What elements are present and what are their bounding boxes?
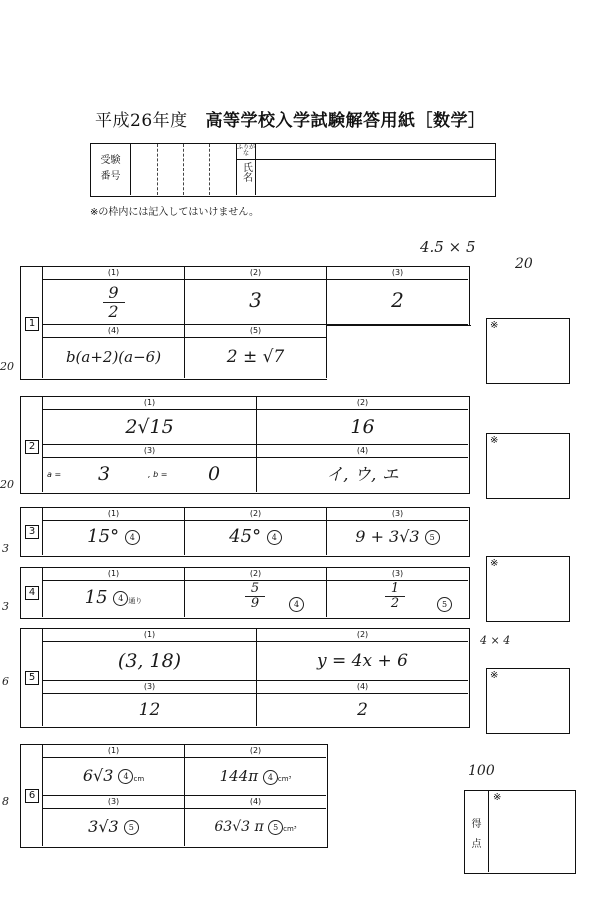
a-prefix: a = xyxy=(47,470,62,479)
edge-mark: 3 xyxy=(2,542,9,555)
question-label: (4) xyxy=(257,681,468,694)
score-mark: 5 xyxy=(437,597,452,612)
edge-mark: 6 xyxy=(2,675,9,688)
edge-mark: 20 xyxy=(0,360,14,373)
score-mark: 5 xyxy=(268,820,283,835)
question-label: (3) xyxy=(327,508,468,521)
question-label: (3) xyxy=(43,445,256,458)
exam-number-label: 受験 番号 xyxy=(91,144,131,195)
answer-cell-6-4[interactable]: (4) 63√3 π 5 cm³ xyxy=(185,796,326,846)
margin-note: 20 xyxy=(515,256,533,272)
answer-text: y = 4x + 6 xyxy=(317,651,408,671)
page-title xyxy=(95,106,486,131)
section-number-cell xyxy=(21,629,43,726)
answer-text: b(a+2)(a−6) xyxy=(65,348,162,366)
question-label: (1) xyxy=(43,568,184,581)
section-number-cell xyxy=(21,397,43,492)
answer-cell-3-3[interactable]: (3) 9 + 3√3 5 xyxy=(327,508,468,555)
answer-cell-6-1[interactable]: (1) 6√3 4 cm xyxy=(43,745,185,796)
section-number: 4 xyxy=(25,586,39,600)
margin-note: 4 × 4 xyxy=(480,634,511,647)
answer-cell-5-3[interactable] xyxy=(43,681,257,726)
score-mark: 5 xyxy=(425,530,440,545)
question-label: (4) xyxy=(257,445,468,458)
furigana-label: ふりがな xyxy=(237,144,255,160)
section-number-cell xyxy=(21,568,43,617)
margin-note: 4.5 × 5 xyxy=(420,238,476,256)
question-label: (2) xyxy=(257,629,468,642)
question-label: (3) xyxy=(43,796,184,809)
answer-cell-4-3[interactable]: (3) 1 2 5 xyxy=(327,568,468,617)
answer-text: 2 xyxy=(391,288,404,312)
question-label: (1) xyxy=(43,397,256,410)
score-mark: 4 xyxy=(125,530,140,545)
section-number: 6 xyxy=(25,789,39,803)
question-label: (1) xyxy=(43,267,184,280)
question-label: (1) xyxy=(43,745,184,758)
exam-title: 高等学校入学試験解答用紙［数学］ xyxy=(205,111,486,131)
section-number: 3 xyxy=(25,525,39,539)
question-label: (1) xyxy=(43,629,256,642)
score-box-3-4: ※ xyxy=(486,556,570,622)
answer-text: (3, 18) xyxy=(117,650,182,672)
total-score-label: 得 点 xyxy=(465,791,489,872)
score-mark: 4 xyxy=(267,530,282,545)
edge-mark: 8 xyxy=(2,795,9,808)
answer-text: 2√15 xyxy=(125,416,174,438)
section-number-cell xyxy=(21,745,43,846)
question-label: (5) xyxy=(185,325,326,338)
digit-divider xyxy=(209,144,210,195)
answer-cell-4-1[interactable]: (1) 15 4 通り xyxy=(43,568,185,617)
answer-cell-2-4[interactable] xyxy=(257,445,468,492)
section-number: 1 xyxy=(25,317,39,331)
section-1 xyxy=(20,266,470,380)
answer-cell-6-2[interactable]: (2) 144π 4 cm³ xyxy=(185,745,326,796)
section-3 xyxy=(20,507,470,557)
digit-divider xyxy=(183,144,184,195)
score-mark: 4 xyxy=(263,770,278,785)
answer-cell-4-2[interactable]: (2) 5 9 4 xyxy=(185,568,327,617)
name-label: 氏名 xyxy=(240,162,252,182)
answer-cell-3-1[interactable]: (1) 15° 4 xyxy=(43,508,185,555)
answer-b: 0 xyxy=(208,463,221,485)
answer-text: イ, ウ, エ xyxy=(326,465,399,485)
answer-text: 2 ± √7 xyxy=(226,347,285,367)
section-number: 5 xyxy=(25,671,39,685)
digit-divider xyxy=(157,144,158,195)
answer-text: 16 xyxy=(350,416,375,438)
answer-cell-3-2[interactable]: (2) 45° 4 xyxy=(185,508,327,555)
score-box-1: ※ xyxy=(486,318,570,384)
answer-text: 3 xyxy=(249,288,262,312)
margin-note: 100 xyxy=(468,763,495,779)
section-5 xyxy=(20,628,470,728)
question-label: (2) xyxy=(185,745,326,758)
section-number-cell xyxy=(21,267,43,378)
answer-cell-5-4[interactable] xyxy=(257,681,468,726)
question-label: (2) xyxy=(257,397,468,410)
answer-cell-1-3[interactable] xyxy=(327,267,468,325)
question-label: (1) xyxy=(43,508,184,521)
answer-fraction: 9 2 xyxy=(43,280,184,320)
question-label: (3) xyxy=(327,568,468,581)
score-mark: 4 xyxy=(118,769,133,784)
question-label: (2) xyxy=(185,508,326,521)
score-box-2: ※ xyxy=(486,433,570,499)
score-box-5: ※ xyxy=(486,668,570,734)
question-label: (2) xyxy=(185,267,326,280)
section-number-cell xyxy=(21,508,43,555)
edge-mark: 20 xyxy=(0,478,14,491)
furigana-divider xyxy=(256,159,496,160)
blank-area xyxy=(327,325,471,382)
answer-cell-1-5[interactable] xyxy=(185,325,327,378)
unit-label: cm³ xyxy=(283,825,297,833)
question-label: (4) xyxy=(43,325,184,338)
section-number: 2 xyxy=(25,440,39,454)
total-score-box: 得 点 ※ xyxy=(464,790,576,874)
b-prefix: , b = xyxy=(148,470,168,479)
section-2 xyxy=(20,396,470,494)
answer-text: 2 xyxy=(357,700,368,720)
answer-cell-1-2[interactable] xyxy=(185,267,327,325)
edge-mark: 3 xyxy=(2,600,9,613)
answer-a: 3 xyxy=(98,463,111,485)
answer-cell-1-4[interactable] xyxy=(43,325,185,378)
answer-cell-5-2[interactable] xyxy=(257,629,468,681)
score-mark: 5 xyxy=(124,820,139,835)
question-label: (4) xyxy=(185,796,326,809)
answer-cell-2-3[interactable] xyxy=(43,445,257,492)
unit-label: cm xyxy=(133,775,145,783)
instruction-note: ※の枠内には記入してはいけません。 xyxy=(90,207,259,218)
answer-cell-1-1[interactable] xyxy=(43,267,185,325)
section-4 xyxy=(20,567,470,619)
score-mark: 4 xyxy=(113,591,128,606)
unit-label: 通り xyxy=(128,597,143,605)
answer-cell-2-2[interactable] xyxy=(257,397,468,445)
question-label: (3) xyxy=(43,681,256,694)
score-mark: 4 xyxy=(289,597,304,612)
answer-cell-6-3[interactable]: (3) 3√3 5 xyxy=(43,796,185,846)
answer-text: 12 xyxy=(138,700,161,720)
student-info-box xyxy=(90,143,496,197)
name-label-column xyxy=(236,144,256,195)
answer-cell-5-1[interactable] xyxy=(43,629,257,681)
exam-year: 平成26年度 xyxy=(95,111,188,131)
answer-cell-2-1[interactable] xyxy=(43,397,257,445)
section-6 xyxy=(20,744,328,848)
unit-label: cm³ xyxy=(277,775,292,783)
question-label: (2) xyxy=(185,568,326,581)
question-label: (3) xyxy=(327,267,468,280)
